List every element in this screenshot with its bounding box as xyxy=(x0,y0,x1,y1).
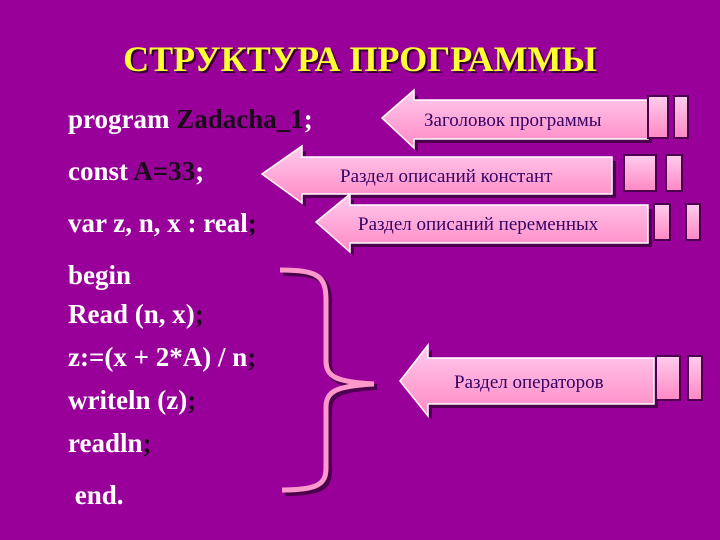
code-line-begin: begin xyxy=(68,260,132,290)
semicolon: ; xyxy=(187,385,197,415)
semicolon: ; xyxy=(142,428,152,458)
keyword: program xyxy=(68,104,177,134)
label-const: Раздел описаний констант xyxy=(340,166,553,187)
const-decl: A=33 xyxy=(133,156,196,186)
statement: z:=(x + 2*A) / n xyxy=(68,342,248,372)
var-decl: z, n, x : real xyxy=(113,208,248,238)
statement: readln xyxy=(68,428,143,458)
semicolon: ; xyxy=(303,104,313,134)
keyword: var xyxy=(68,208,114,238)
statement: Read (n, x) xyxy=(68,299,195,329)
semicolon: ; xyxy=(194,299,204,329)
keyword: const xyxy=(68,156,134,186)
statement: writeln (z) xyxy=(68,385,188,415)
slide-title: СТРУКТУРА ПРОГРАММЫ xyxy=(123,39,597,79)
semicolon: ; xyxy=(247,342,257,372)
semicolon: ; xyxy=(247,208,257,238)
program-name: Zadacha_1 xyxy=(176,104,304,134)
label-operators: Раздел операторов xyxy=(454,372,604,393)
label-var: Раздел описаний переменных xyxy=(358,214,599,235)
semicolon: ; xyxy=(195,156,205,186)
code-line-end: end. xyxy=(68,480,124,510)
label-header: Заголовок программы xyxy=(424,110,602,131)
curly-brace xyxy=(280,270,377,493)
